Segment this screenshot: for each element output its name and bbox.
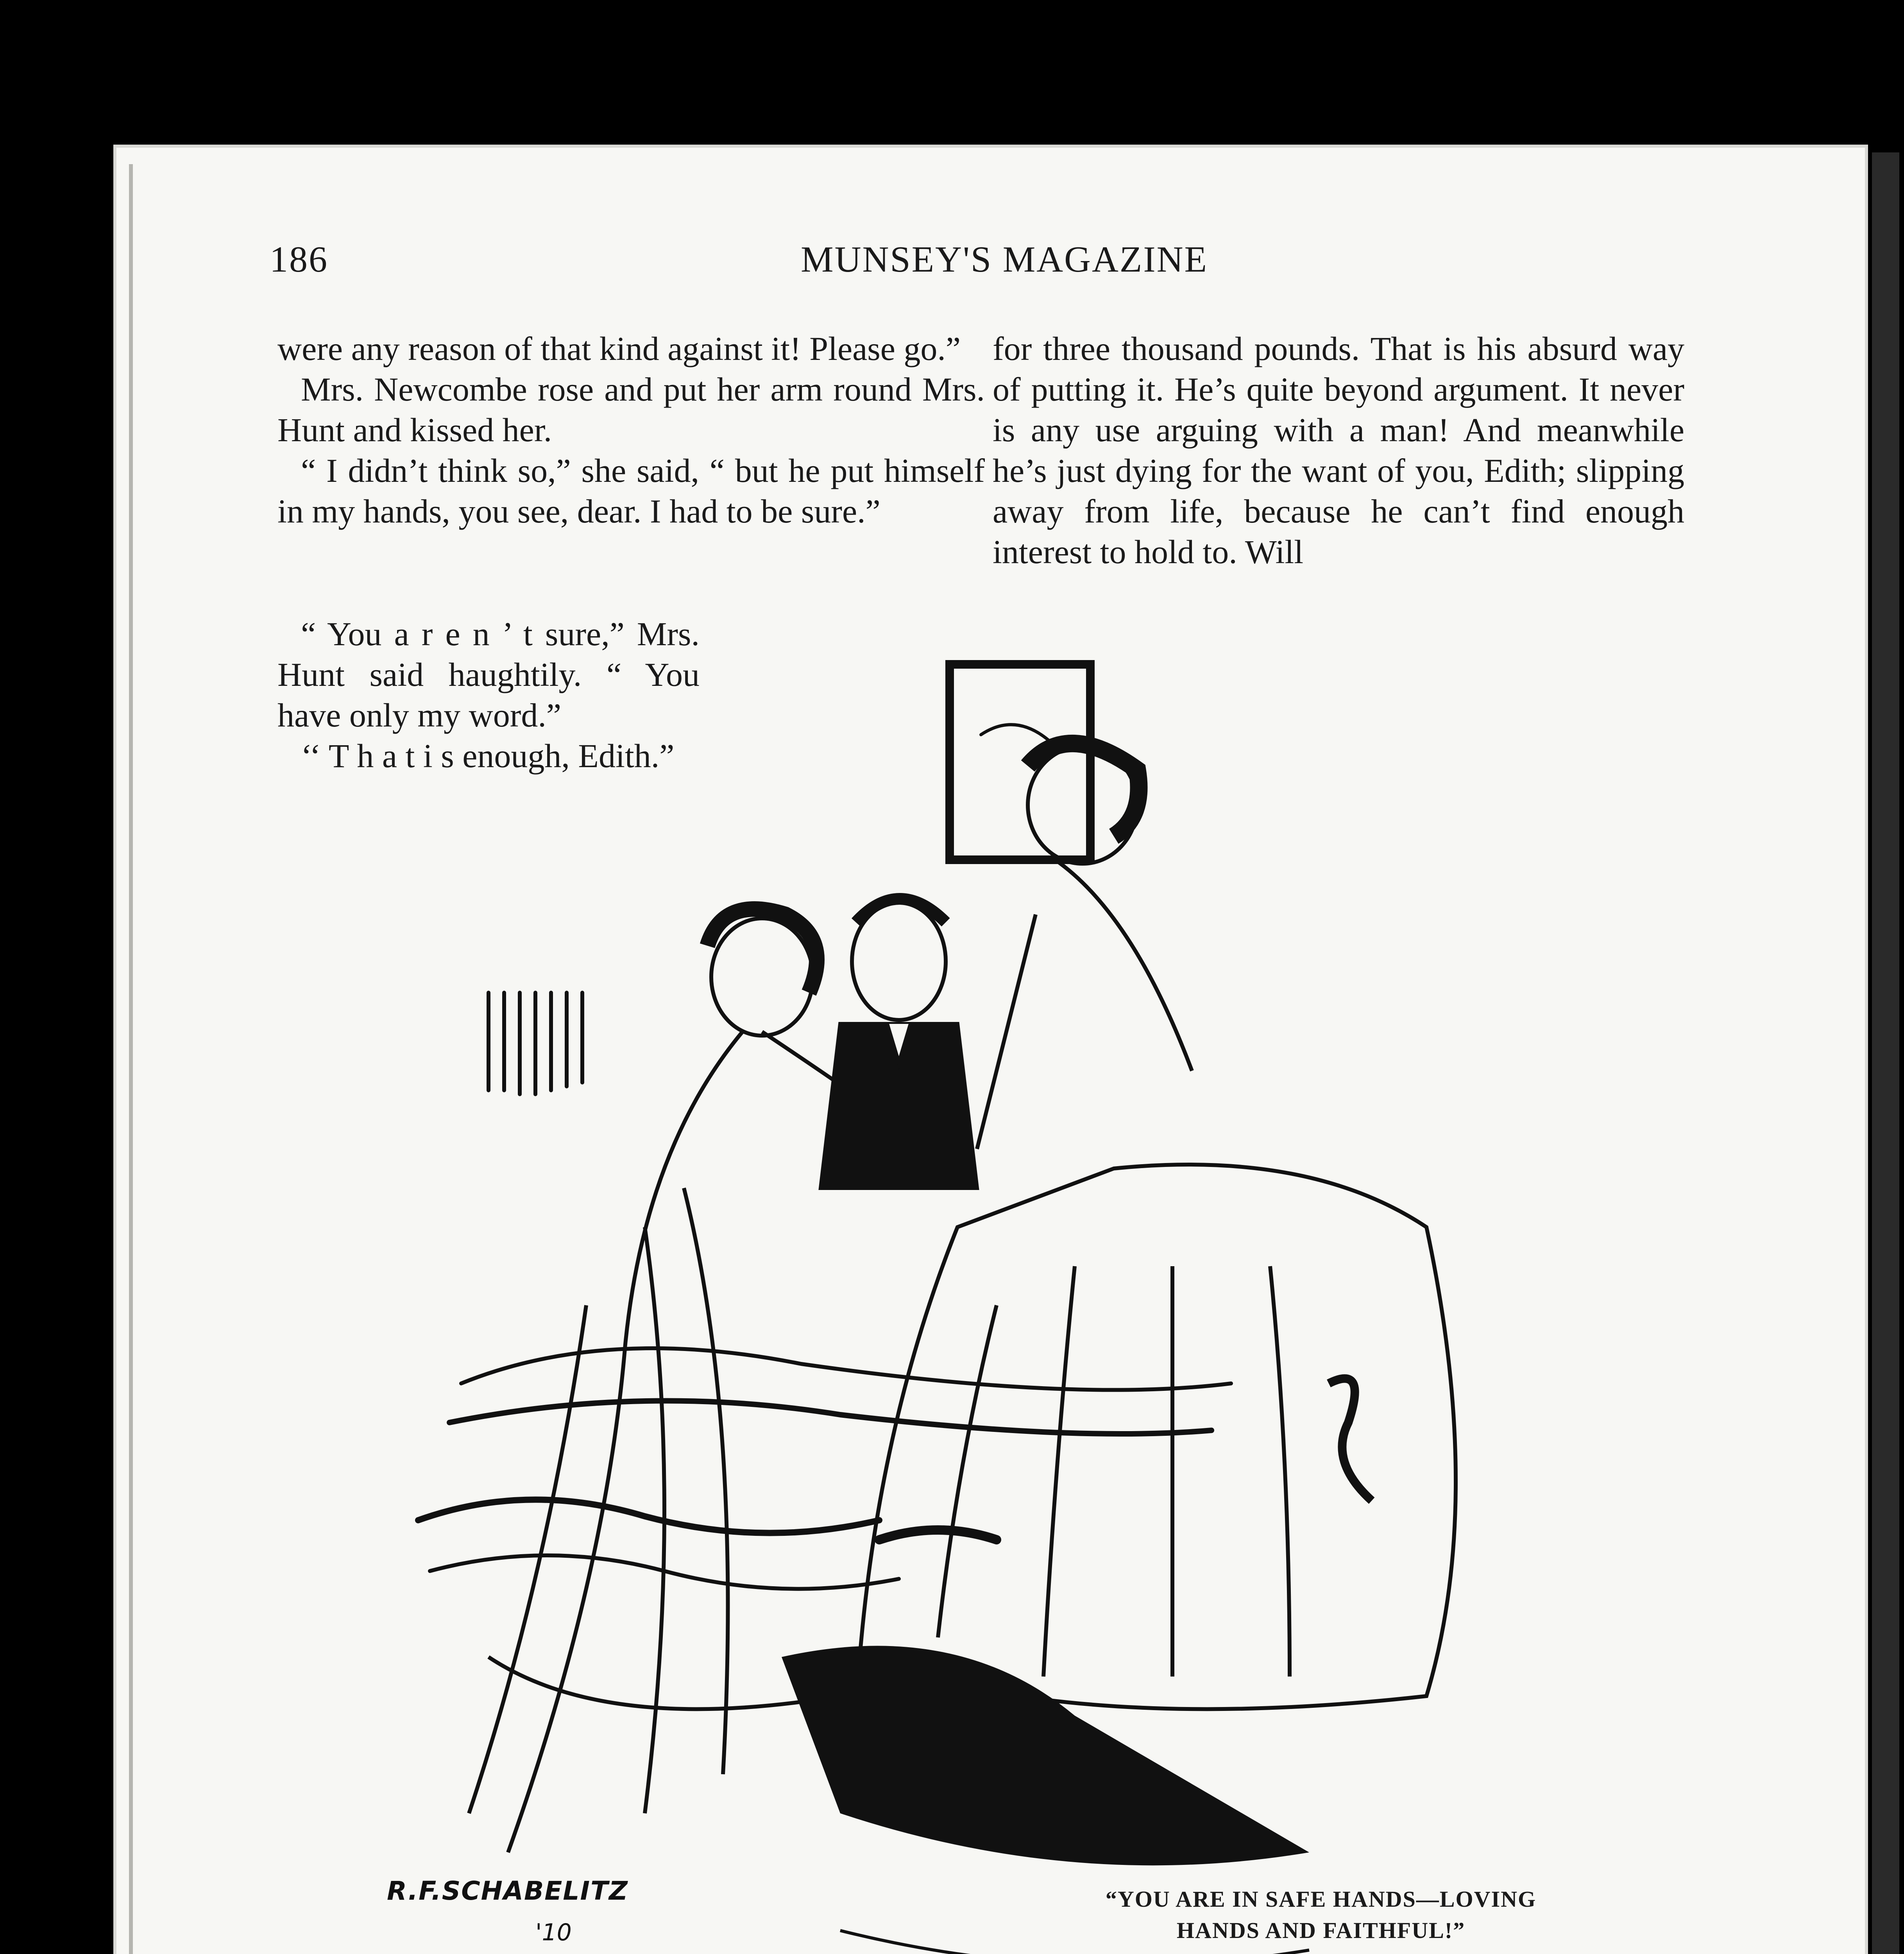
paragraph: ‘‘ T h a t i s enough, Edith.” [301,737,675,775]
caption-line: “YOU ARE IN SAFE HANDS—LOVING [1105,1886,1537,1912]
caption-line: HANDS AND FAITHFUL!” [1176,1918,1466,1943]
page-header [270,238,1684,297]
next-page-edge [1872,152,1899,1954]
text-column-top-left [277,328,985,531]
paragraph: Mrs. Newcombe rose and put her arm round Mrs. Hunt and kissed her. [277,370,985,449]
running-title: MUNSEY'S MAGAZINE [801,239,1208,280]
illustration-caption [1036,1884,1606,1946]
pen-illustration [371,641,1653,1954]
paragraph: for three thousand pounds. That is his absurd way of putting it. He’s quite beyond argument. It never is any use arguing with a man! And meanwhile he’s just dying for the want of you, Edith; slipping away from life, because he can’t find enough interest to hold to. Will [993,330,1684,571]
text-column-top-right [993,328,1684,572]
page-gutter-edge [129,164,133,1954]
paragraph: “ I didn’t think so,” she said, “ but he put himself in my hands, you see, dear. I had to be sure.” [277,452,985,530]
page-number: 186 [270,239,328,280]
signature-year: '10 [535,1919,572,1946]
paragraph: “ You a r e n ’ t sure,” Mrs. Hunt said haughtily. “ You have only my word.” [277,615,700,734]
paragraph: were any reason of that kind against it! Please go.” [277,330,961,367]
artist-signature: R.F.SCHABELITZ [387,1876,628,1906]
